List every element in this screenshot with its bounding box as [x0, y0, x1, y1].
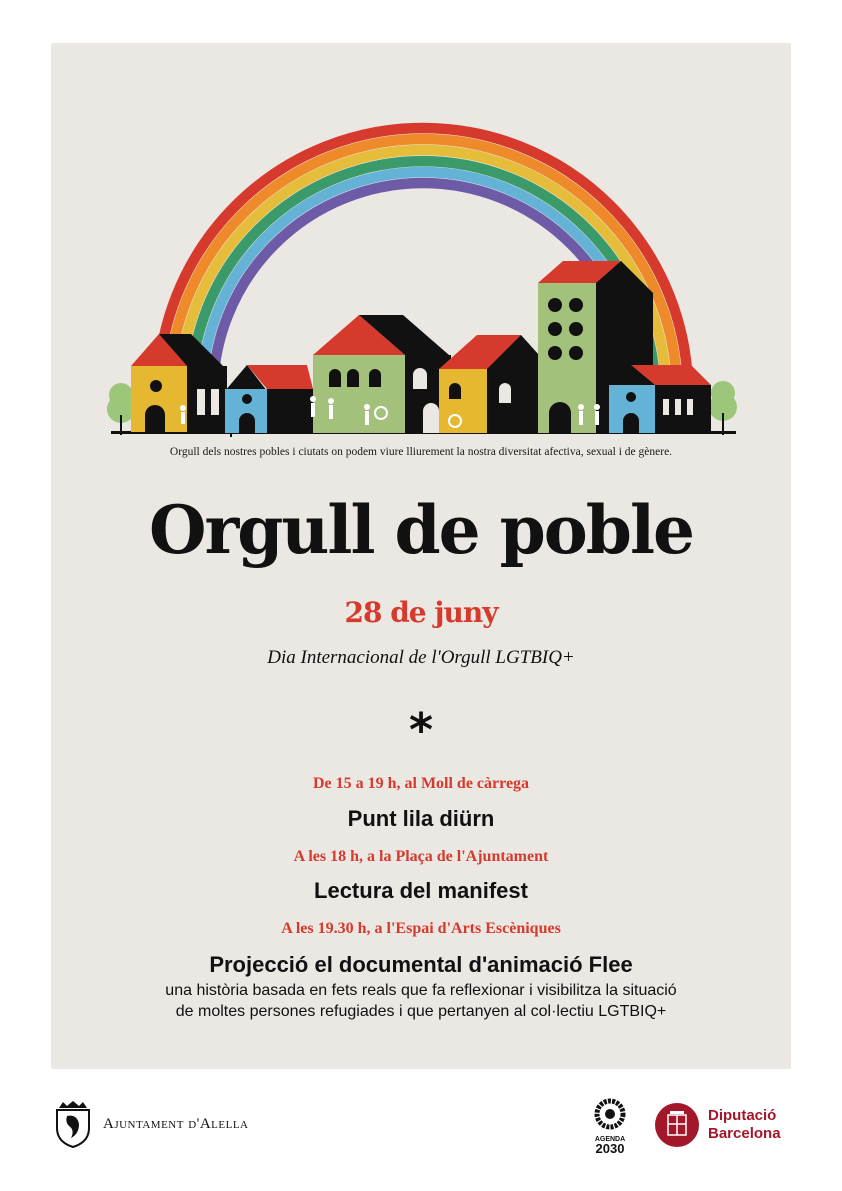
event-2-title: Lectura del manifest: [314, 878, 528, 903]
house-blue: [225, 365, 313, 433]
diputacio-seal-icon: [654, 1102, 700, 1148]
diputacio-line-1: Diputació: [708, 1107, 777, 1124]
pride-village-illustration: [51, 43, 791, 443]
event-1-title: Punt lila diürn: [347, 806, 495, 831]
house-blue-right: [609, 365, 711, 433]
ajuntament-name: Ajuntament d'Alella: [103, 1115, 249, 1132]
asterisk-separator: *: [408, 703, 434, 757]
event-3-description-line-1: una història basada en fets reals que fa reflexionar i visibilitza la situació: [165, 982, 677, 999]
agenda-2030-wheel-icon: [594, 1098, 626, 1130]
agenda-label: AGENDA: [594, 1136, 626, 1143]
agenda-2030-logo: [588, 1098, 632, 1155]
diputacio-line-2: Barcelona: [708, 1125, 781, 1142]
tagline: Orgull dels nostres pobles i ciutats on podem viure lliurement la nostra diversitat afectiva, sexual i de gènere.: [169, 446, 673, 458]
event-subtitle: Dia Internacional de l'Orgull LGTBIQ+: [267, 647, 575, 668]
event-2-time-place: A les 18 h, a la Plaça de l'Ajuntament: [293, 848, 549, 865]
event-1-time-place: De 15 a 19 h, al Moll de càrrega: [312, 775, 530, 792]
diputacio-logo: [654, 1102, 781, 1148]
poster-title: Orgull de poble: [148, 491, 694, 569]
agenda-year: 2030: [595, 1141, 625, 1156]
house-yellow-right: [439, 335, 539, 433]
event-3-time-place: A les 19.30 h, a l'Espai d'Arts Escèniques: [281, 920, 561, 937]
event-3-description-line-2: de moltes persones refugiades i que pertanyen al col·lectiu LGTBIQ+: [175, 1003, 667, 1020]
event-date: 28 de juny: [344, 596, 498, 629]
ajuntament-logo: [53, 1100, 249, 1148]
poster: [51, 43, 791, 1069]
event-3-title: Projecció el documental d'animació Flee: [209, 952, 633, 977]
house-green: [313, 315, 451, 433]
alella-coat-of-arms-icon: [53, 1100, 93, 1148]
